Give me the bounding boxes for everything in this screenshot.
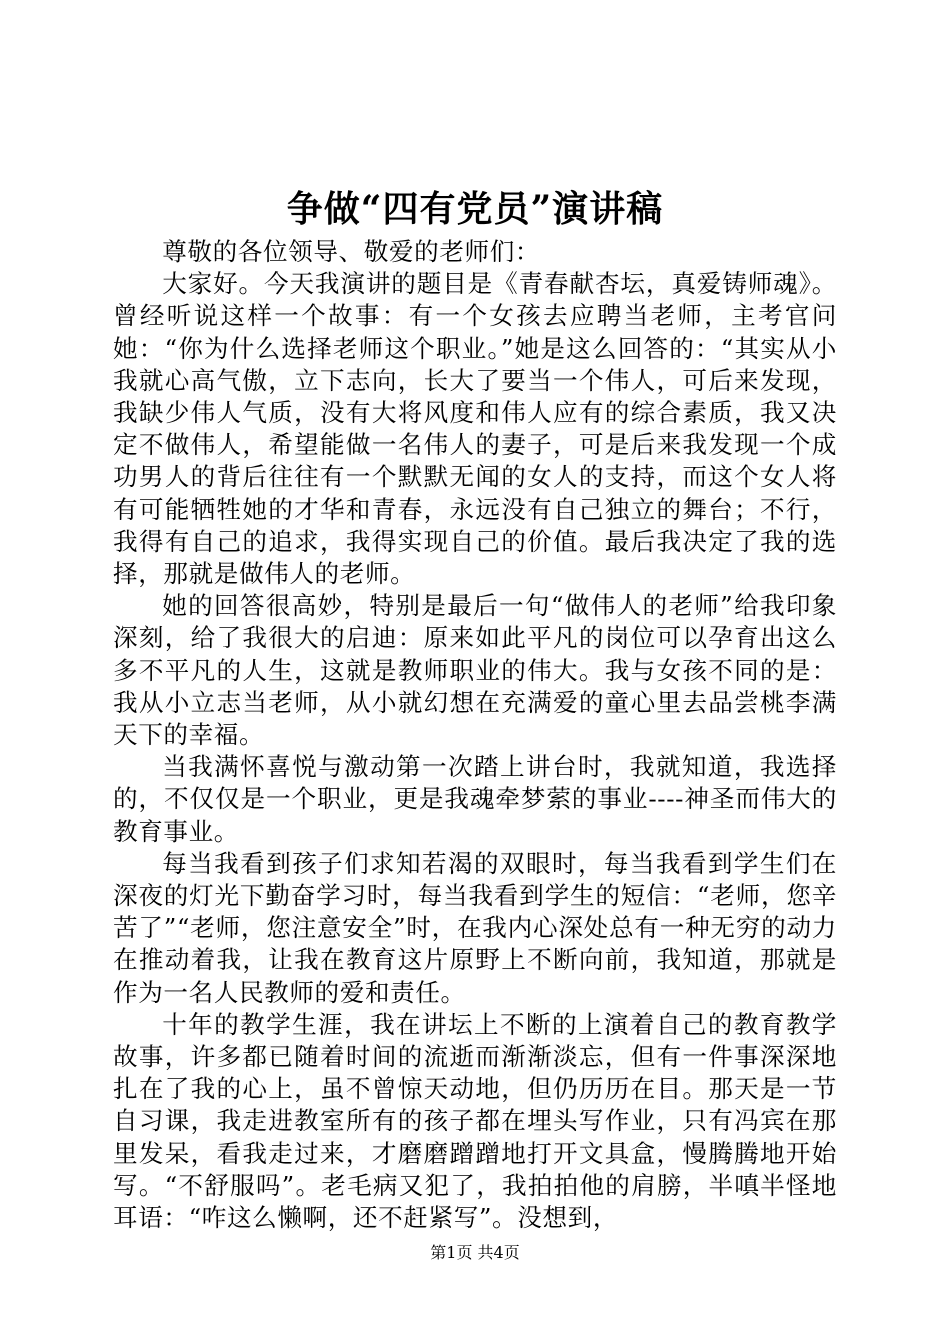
paragraph: 十年的教学生涯，我在讲坛上不断的上演着自己的教育教学故事，许多都已随着时间的流逝而渐渐淡忘，但有一件事深深地扎在了我的心上，虽不曾惊天动地，但仍历历在目。那天是一节自习课，我走进教室所有的孩子都在埋头写作业，只有冯宾在那里发呆，看我走过来，才磨磨蹭蹭地打开文具盒，慢腾腾地开始写。“不舒服吗”。老毛病又犯了，我拍拍他的肩膀，半嗔半怪地耳语：“咋这么懒啊，还不赶紧写”。没想到，: [113, 1009, 837, 1233]
paragraph: 当我满怀喜悦与激动第一次踏上讲台时，我就知道，我选择的，不仅仅是一个职业，更是我魂牵梦萦的事业----神圣而伟大的教育事业。: [113, 752, 837, 846]
paragraph: 每当我看到孩子们求知若渴的双眼时，每当我看到学生们在深夜的灯光下勤奋学习时，每当我看到学生的短信：“老师，您辛苦了”“老师，您注意安全”时，在我内心深处总有一种无穷的动力在推动着我，让我在教育这片原野上不断向前，我知道，那就是作为一名人民教师的爱和责任。: [113, 848, 837, 1007]
document-body: [113, 236, 837, 1234]
document-title: 争做“四有党员”演讲稿: [286, 188, 664, 230]
paragraph-salutation: 尊敬的各位领导、敬爱的老师们：: [162, 237, 541, 266]
paragraph: 她的回答很高妙，特别是最后一句“做伟人的老师”给我印象深刻，给了我很大的启迪：原来如此平凡的岗位可以孕育出这么多不平凡的人生，这就是教师职业的伟大。我与女孩不同的是：我从小立志当老师，从小就幻想在充满爱的童心里去品尝桃李满天下的幸福。: [113, 591, 837, 750]
page-number-footer: 第1页 共4页: [430, 1243, 520, 1262]
paragraph: 大家好。今天我演讲的题目是《青春献杏坛，真爱铸师魂》。曾经听说这样一个故事：有一个女孩去应聘当老师，主考官问她：“你为什么选择老师这个职业。”她是这么回答的：“其实从小我就心高气傲，立下志向，长大了要当一个伟人，可后来发现，我缺少伟人气质，没有大将风度和伟人应有的综合素质，我又决定不做伟人，希望能做一名伟人的妻子，可是后来我发现一个成功男人的背后往往有一个默默无闻的女人的支持，而这个女人将有可能牺牲她的才华和青春，永远没有自己独立的舞台；不行，我得有自己的追求，我得实现自己的价值。最后我决定了我的选择，那就是做伟人的老师。: [113, 269, 837, 589]
